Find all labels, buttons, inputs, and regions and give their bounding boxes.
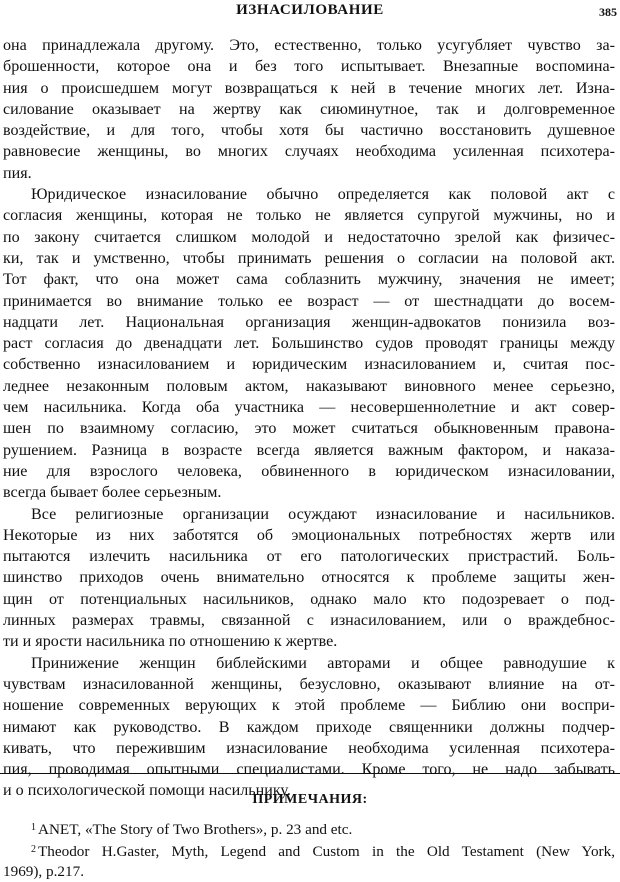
text-line: надцати лет. Национальная организация женщин-адвокатов понизила воз-	[3, 313, 615, 331]
text-line: согласия женщины, которая не только не является супругой мужчины, но и	[3, 207, 615, 225]
text-line: ния о происшедшем могут возвращаться к ней в течение многих лет. Изна-	[3, 79, 615, 97]
text-line: кивать, что пережившим изнасилование необходима усиленная психотера-	[3, 739, 615, 757]
text-line: брошенности, которое она и без того испытывает. Внезапные воспомина-	[3, 58, 615, 76]
text-line: Все религиозные организации осуждают изнасилование и насильников.	[31, 505, 615, 523]
footnote-divider	[0, 773, 620, 774]
footnote-text: ANET, «The Story of Two Brothers», p. 23 and etc.	[38, 821, 353, 838]
running-title: ИЗНАСИЛОВАНИЕ	[236, 2, 384, 18]
text-line: нимают как руководство. В каждом приходе священники должны подчер-	[3, 718, 615, 736]
footnote-number: 2	[31, 844, 36, 855]
text-line: чем насильника. Когда оба участника — несовершеннолетние и акт совер-	[3, 399, 615, 417]
text-line: принимается во внимание только ее возраст — от шестнадцати до восем-	[3, 292, 615, 310]
footnote-number: 1	[31, 822, 36, 833]
page-header	[0, 2, 620, 22]
text-line: собственно изнасилованием и юридическим изнасилованием и, считая пос-	[3, 356, 615, 374]
notes-heading: ПРИМЕЧАНИЯ:	[252, 792, 368, 807]
text-line: шинство приходов очень внимательно относятся к проблеме защиты жен-	[3, 569, 615, 587]
text-line: чувствам изнасилованной женщины, безусловно, оказывают влияние на от-	[3, 675, 615, 693]
text-line: рушением. Разница в возрасте всегда является важным фактором, и наказа-	[3, 441, 615, 459]
text-line: щин от потенциальных насильников, однако мало кто подозревает о под-	[3, 590, 615, 608]
footnote-text: Theodor H.Gaster, Myth, Legend and Custom in the Old Testament (New York,	[38, 843, 615, 860]
text-line: пытаются излечить насильника от его патологических пристрастий. Боль-	[3, 548, 615, 566]
text-line: леднее незаконным половым актом, наказывают виновного менее серьезно,	[3, 377, 615, 395]
text-line: шен по взаимному согласию, это может считаться обыкновенным правона-	[3, 420, 615, 438]
text-line: ти и ярости насильника по отношению к жертве.	[3, 633, 338, 651]
footnote-2	[3, 840, 615, 862]
body-text	[3, 35, 615, 802]
text-line: пия, проводимая опытными специалистами. Кроме того, не надо забывать	[3, 761, 615, 779]
text-line: раст согласия до двенадцати лет. Большинство судов проводят границы между	[3, 335, 615, 353]
footnotes	[3, 818, 615, 882]
text-line: по закону считается слишком молодой и недостаточно зрелой как физичес-	[3, 228, 615, 246]
text-line: она принадлежала другому. Это, естественно, только усугубляет чувство за-	[3, 37, 615, 54]
text-line: Тот факт, что она может сама соблазнить мужчину, значения не имеет;	[3, 271, 615, 289]
page-number: 385	[599, 5, 617, 19]
text-line: ние для взрослого человека, обвиненного в юридическом изнасиловании,	[3, 462, 615, 480]
text-line: пия.	[3, 164, 32, 182]
footnote-1	[3, 818, 615, 840]
text-line: и о психологической помощи насильнику.	[3, 782, 291, 800]
text-line: равновесие женщины, во многих случаях необходима усиленная психотера-	[3, 143, 615, 161]
text-line: линных размерах травмы, связанной с изнасилованием, или о враждебнос-	[3, 612, 615, 630]
text-line: всегда бывает более серьезным.	[3, 484, 222, 502]
text-line: ки, так и умственно, чтобы принимать решения о согласии на половой акт.	[3, 249, 615, 267]
text-line: силование оказывает на жертву как сиюминутное, так и долговременное	[3, 100, 615, 118]
footnote-2-continuation: 1969), p.217.	[3, 863, 84, 880]
text-line: Юридическое изнасилование обычно определяется как половой акт с	[31, 186, 615, 204]
text-line: Принижение женщин библейскими авторами и общее равнодушие к	[31, 654, 615, 672]
text-line: воздействие, и для того, чтобы хотя бы частично восстановить душевное	[3, 122, 615, 140]
text-line: Некоторые из них заботятся об эмоциональных потребностях жертв или	[3, 526, 615, 544]
text-line: ношение современных верующих к этой проблеме — Библию они воспри-	[3, 697, 615, 715]
